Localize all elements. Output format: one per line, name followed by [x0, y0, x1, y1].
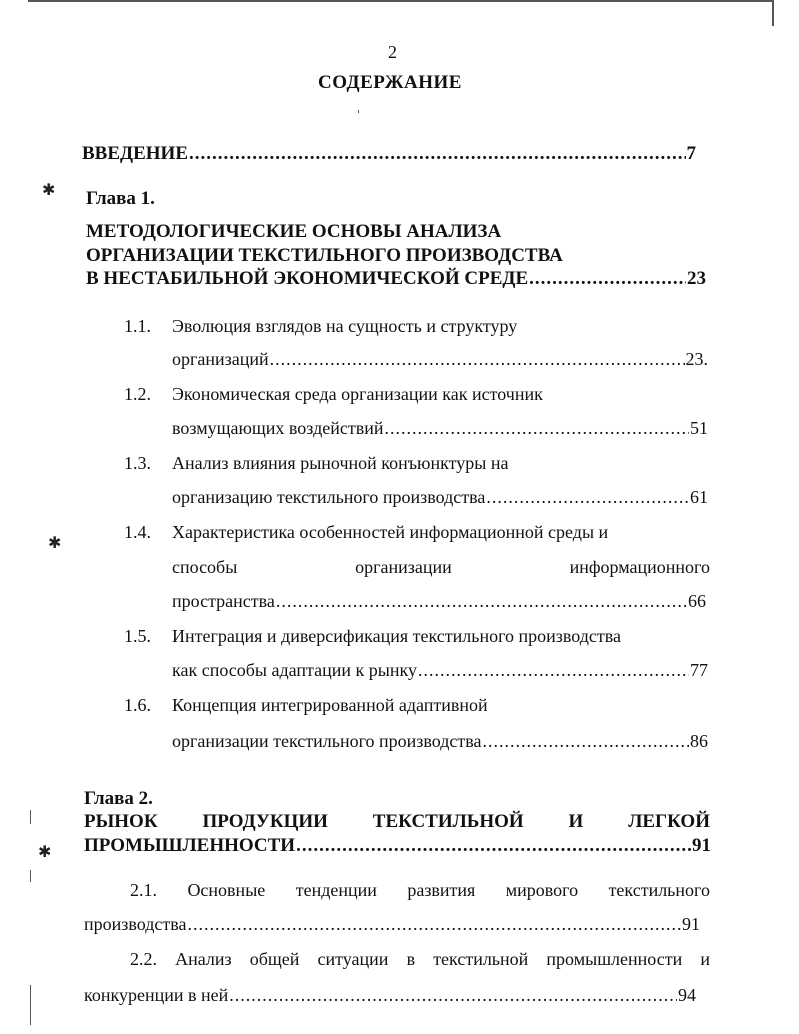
- word: ТЕКСТИЛЬНОЙ: [372, 811, 524, 832]
- page-number: 2: [388, 42, 397, 62]
- scan-artifact-tick: [30, 810, 31, 824]
- scan-artifact-tick: [30, 870, 31, 882]
- word: тенденции: [295, 880, 377, 900]
- section-number: 1.3.: [124, 453, 151, 473]
- chapter-1-label: Глава 1.: [86, 188, 155, 209]
- chapter-1-title-line: ОРГАНИЗАЦИИ ТЕКСТИЛЬНОГО ПРОИЗВОДСТВА: [86, 245, 563, 266]
- word: ситуации: [317, 949, 389, 969]
- word: текстильной: [433, 949, 529, 969]
- toc-page: 23.: [685, 349, 708, 369]
- chapter-2-label: Глава 2.: [84, 788, 153, 809]
- word: Основные: [187, 880, 266, 900]
- word: способы: [172, 557, 238, 577]
- toc-label: организаций: [172, 349, 269, 369]
- toc-page: 77: [690, 660, 708, 680]
- toc-label: пространства: [172, 591, 275, 611]
- section-title: Интеграция и диверсификация текстильного производства: [172, 626, 622, 646]
- word: ЛЕГКОЙ: [628, 811, 710, 832]
- section-justified-line: [130, 949, 710, 970]
- dot-leader: [296, 835, 691, 857]
- section-title: Экономическая среда организации как источник: [172, 384, 543, 404]
- scan-artifact-dot: [358, 110, 359, 113]
- toc-entry-section-1-6[interactable]: [172, 731, 708, 752]
- toc-page: 86: [690, 731, 708, 751]
- toc-entry-chapter-2[interactable]: [84, 835, 711, 857]
- dot-leader: [188, 914, 682, 935]
- word: общей: [249, 949, 300, 969]
- section-number: 2.2.: [130, 949, 157, 969]
- word: текстильного: [608, 880, 710, 900]
- section-number: 1.1.: [124, 316, 151, 336]
- word: организации: [355, 557, 452, 577]
- dot-leader: [384, 418, 689, 439]
- toc-entry-chapter-1[interactable]: [86, 268, 706, 290]
- scan-border-right: [772, 0, 774, 26]
- toc-page: 7: [686, 143, 696, 164]
- toc-label: возмущающих воздействий: [172, 418, 384, 438]
- toc-page: 94: [678, 985, 696, 1005]
- toc-page: 23: [687, 268, 706, 289]
- binding-hole-mark-icon: ✱: [48, 535, 62, 552]
- section-number: 2.1.: [130, 880, 157, 900]
- scan-border-top: [28, 0, 773, 2]
- toc-label: ВВЕДЕНИЕ: [82, 143, 188, 164]
- section-title: Анализ влияния рыночной конъюнктуры на: [172, 453, 509, 473]
- toc-page: 51: [690, 418, 708, 438]
- toc-entry-section-1-4[interactable]: [172, 591, 706, 612]
- dot-leader: [270, 349, 685, 370]
- section-number: 1.2.: [124, 384, 151, 404]
- toc-entry-section-1-3[interactable]: [172, 487, 708, 508]
- dot-leader: [418, 660, 689, 681]
- dot-leader: [276, 591, 687, 612]
- section-justified-line: [130, 880, 710, 901]
- toc-page: 61: [690, 487, 708, 507]
- toc-page: 91: [682, 914, 700, 934]
- dot-leader: [229, 985, 677, 1006]
- word: информационного: [569, 557, 710, 577]
- section-number: 1.5.: [124, 626, 151, 646]
- toc-entry-section-1-2[interactable]: [172, 418, 708, 439]
- toc-label: организации текстильного производства: [172, 731, 482, 751]
- dot-leader: [483, 731, 689, 752]
- dot-leader: [486, 487, 689, 508]
- word: развития: [407, 880, 476, 900]
- toc-label: организацию текстильного производства: [172, 487, 486, 507]
- section-title: Эволюция взглядов на сущность и структуру: [172, 316, 518, 336]
- toc-page: 66: [688, 591, 706, 611]
- section-justified-line: [172, 557, 710, 578]
- word: РЫНОК: [84, 811, 158, 832]
- word: промышленности: [546, 949, 683, 969]
- section-title: Характеристика особенностей информационной среды и: [172, 522, 609, 542]
- binding-hole-mark-icon: ✱: [42, 182, 56, 199]
- toc-label: ПРОМЫШЛЕННОСТИ: [84, 835, 296, 856]
- dot-leader: [189, 143, 686, 165]
- toc-entry-section-1-5[interactable]: [172, 660, 708, 681]
- toc-entry-intro[interactable]: [82, 143, 696, 165]
- word: мирового: [505, 880, 579, 900]
- binding-hole-mark-icon: ✱: [38, 844, 52, 861]
- word: ПРОДУКЦИИ: [202, 811, 328, 832]
- section-number: 1.6.: [124, 695, 151, 715]
- toc-entry-section-1-1[interactable]: [172, 349, 708, 370]
- toc-entry-section-2-2[interactable]: [84, 985, 696, 1006]
- chapter-2-title-line: [84, 811, 710, 833]
- dot-leader: [529, 268, 686, 290]
- chapter-1-title-line: МЕТОДОЛОГИЧЕСКИЕ ОСНОВЫ АНАЛИЗА: [86, 221, 502, 242]
- word: Анализ: [175, 949, 232, 969]
- word: и: [700, 949, 710, 969]
- toc-label: производства: [84, 914, 187, 934]
- page-title: СОДЕРЖАНИЕ: [318, 72, 462, 93]
- section-title: Концепция интегрированной адаптивной: [172, 695, 488, 715]
- word: в: [406, 949, 416, 969]
- scan-artifact-tick: [30, 985, 31, 1025]
- toc-label: конкуренции в ней: [84, 985, 229, 1005]
- toc-label: В НЕСТАБИЛЬНОЙ ЭКОНОМИЧЕСКОЙ СРЕДЕ: [86, 268, 529, 289]
- toc-label: как способы адаптации к рынку: [172, 660, 417, 680]
- toc-entry-section-2-1[interactable]: [84, 914, 700, 935]
- toc-page: 91: [692, 835, 711, 856]
- section-number: 1.4.: [124, 522, 151, 542]
- word: И: [568, 811, 584, 832]
